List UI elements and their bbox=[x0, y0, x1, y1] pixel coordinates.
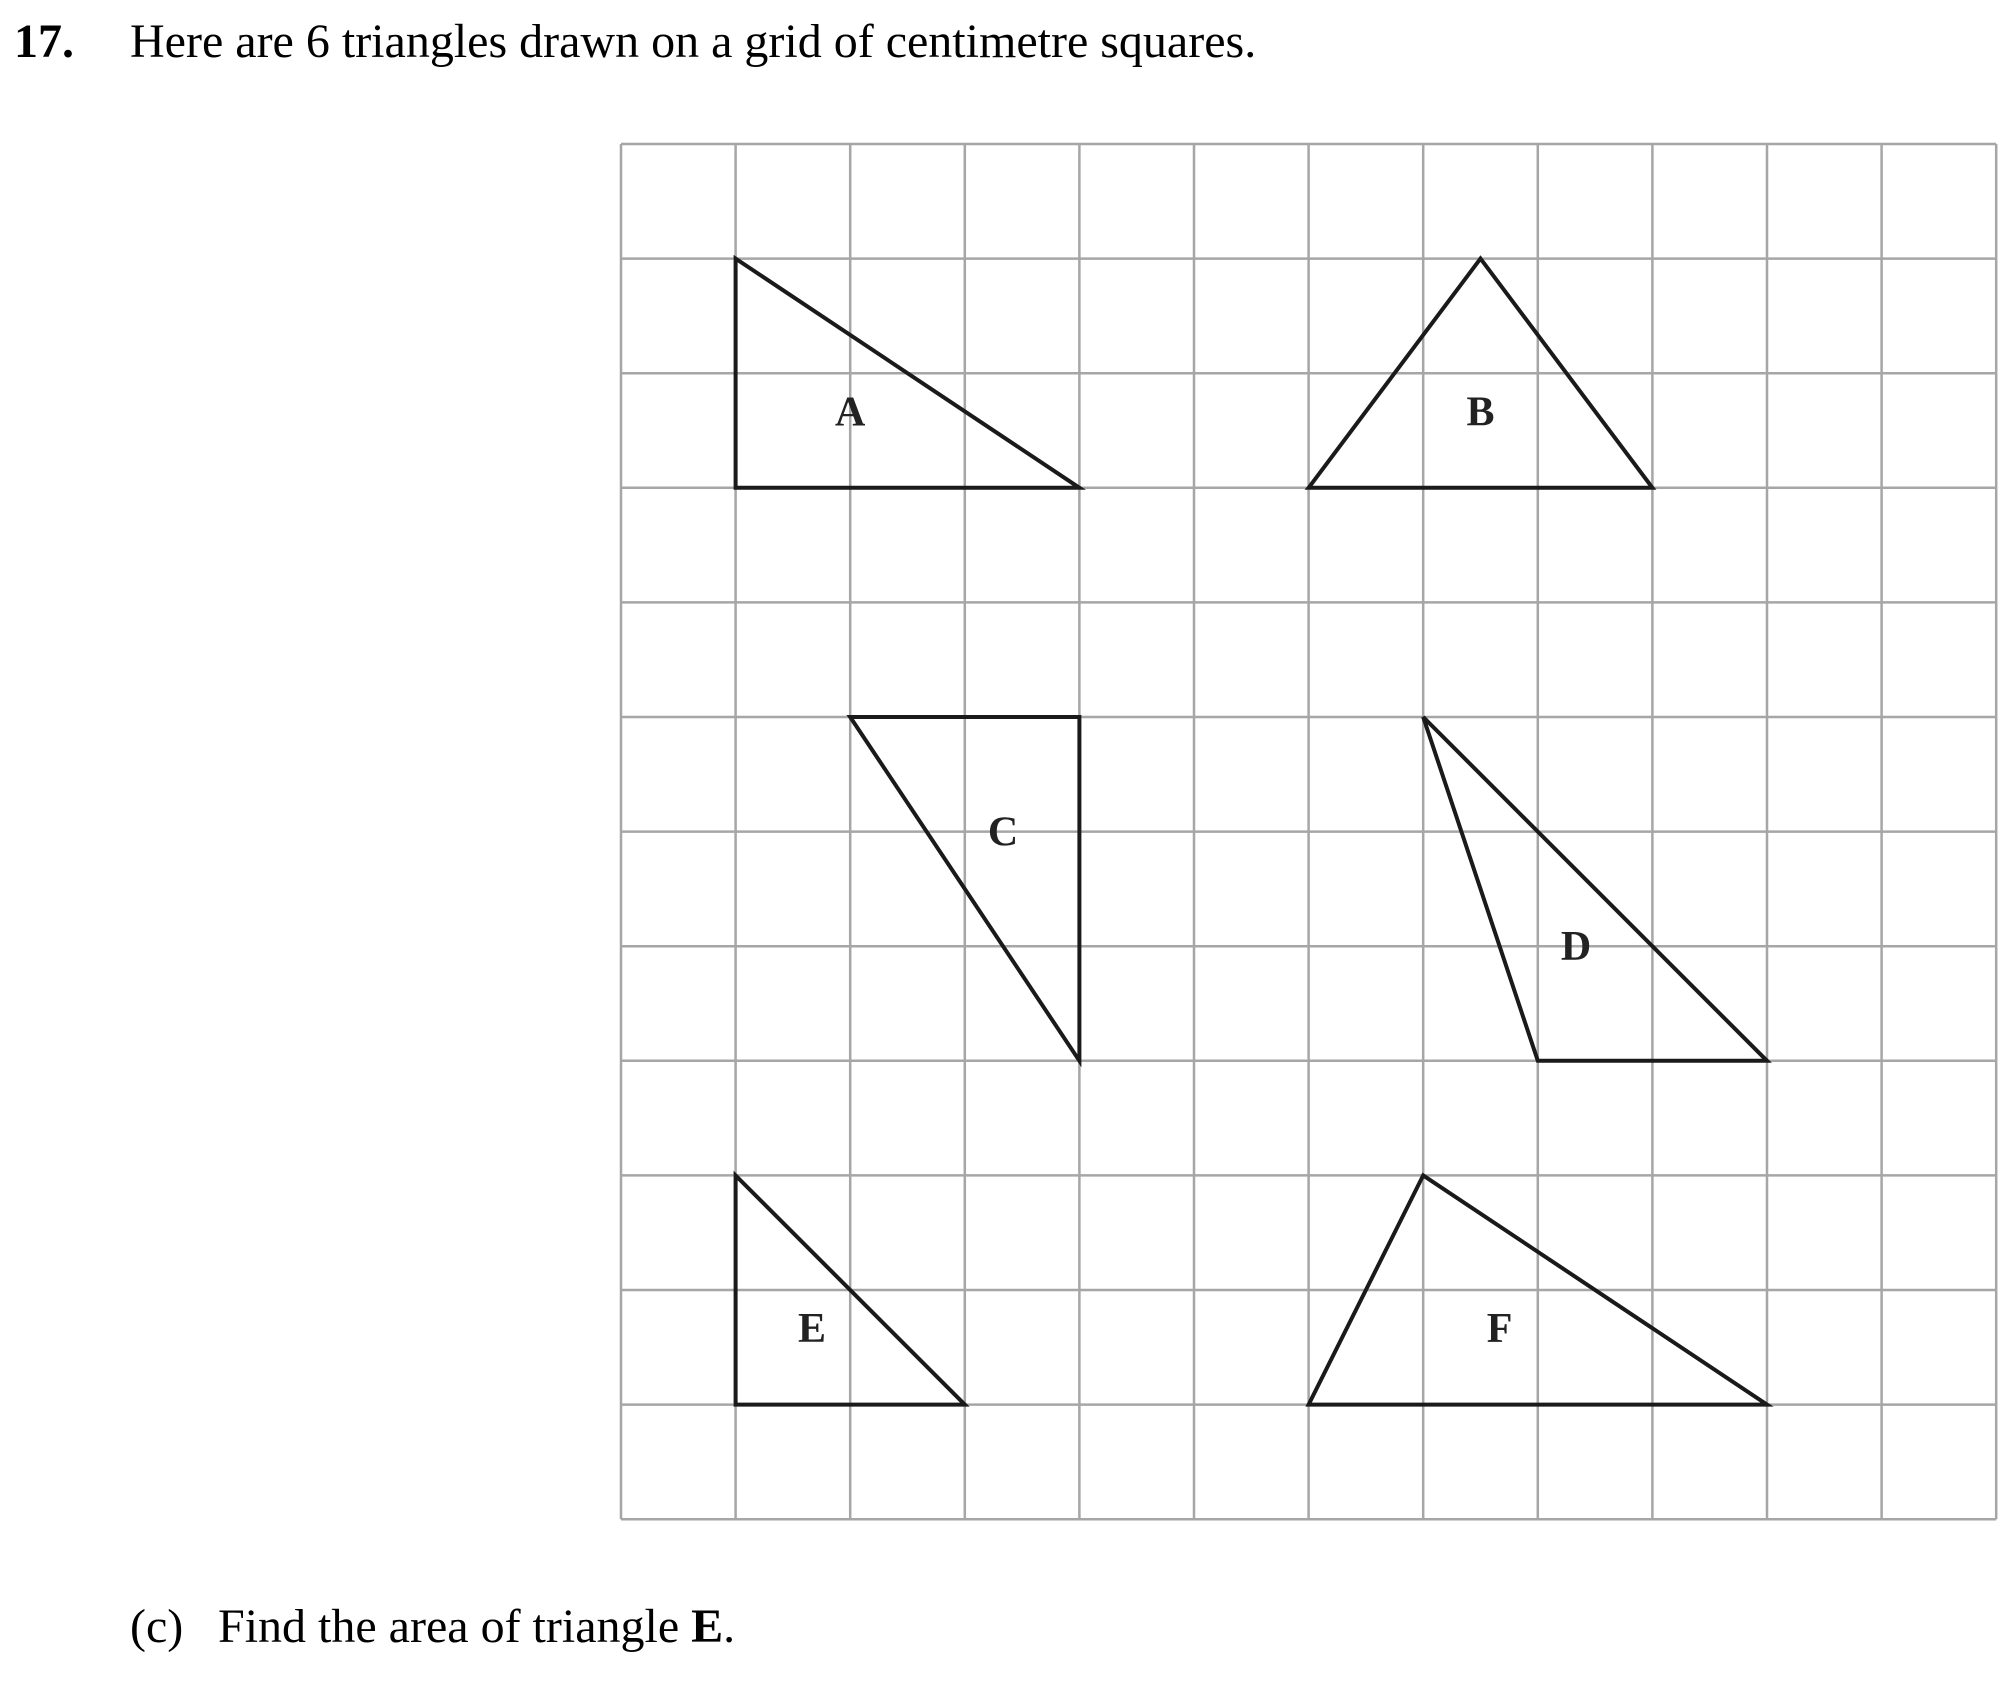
part-c-text-end: . bbox=[723, 1600, 736, 1653]
triangle-d bbox=[1423, 717, 1767, 1061]
question-number: 17. bbox=[14, 15, 74, 68]
triangle-label-f: F bbox=[1486, 1306, 1513, 1353]
part-c-triangle-name: E bbox=[691, 1600, 724, 1653]
triangle-label-e: E bbox=[797, 1306, 827, 1353]
part-c-question bbox=[130, 1597, 735, 1657]
triangle-label-b: B bbox=[1466, 389, 1495, 436]
grid-lines bbox=[621, 144, 1996, 1519]
triangle-label-d: D bbox=[1560, 924, 1592, 971]
triangle-label-a: A bbox=[835, 389, 866, 436]
triangle-label-c: C bbox=[987, 809, 1019, 856]
part-c-text: Find the area of triangle bbox=[218, 1600, 692, 1653]
part-c-label: (c) bbox=[130, 1600, 184, 1653]
question-text: Here are 6 triangles drawn on a grid of centimetre squares. bbox=[130, 15, 1257, 68]
